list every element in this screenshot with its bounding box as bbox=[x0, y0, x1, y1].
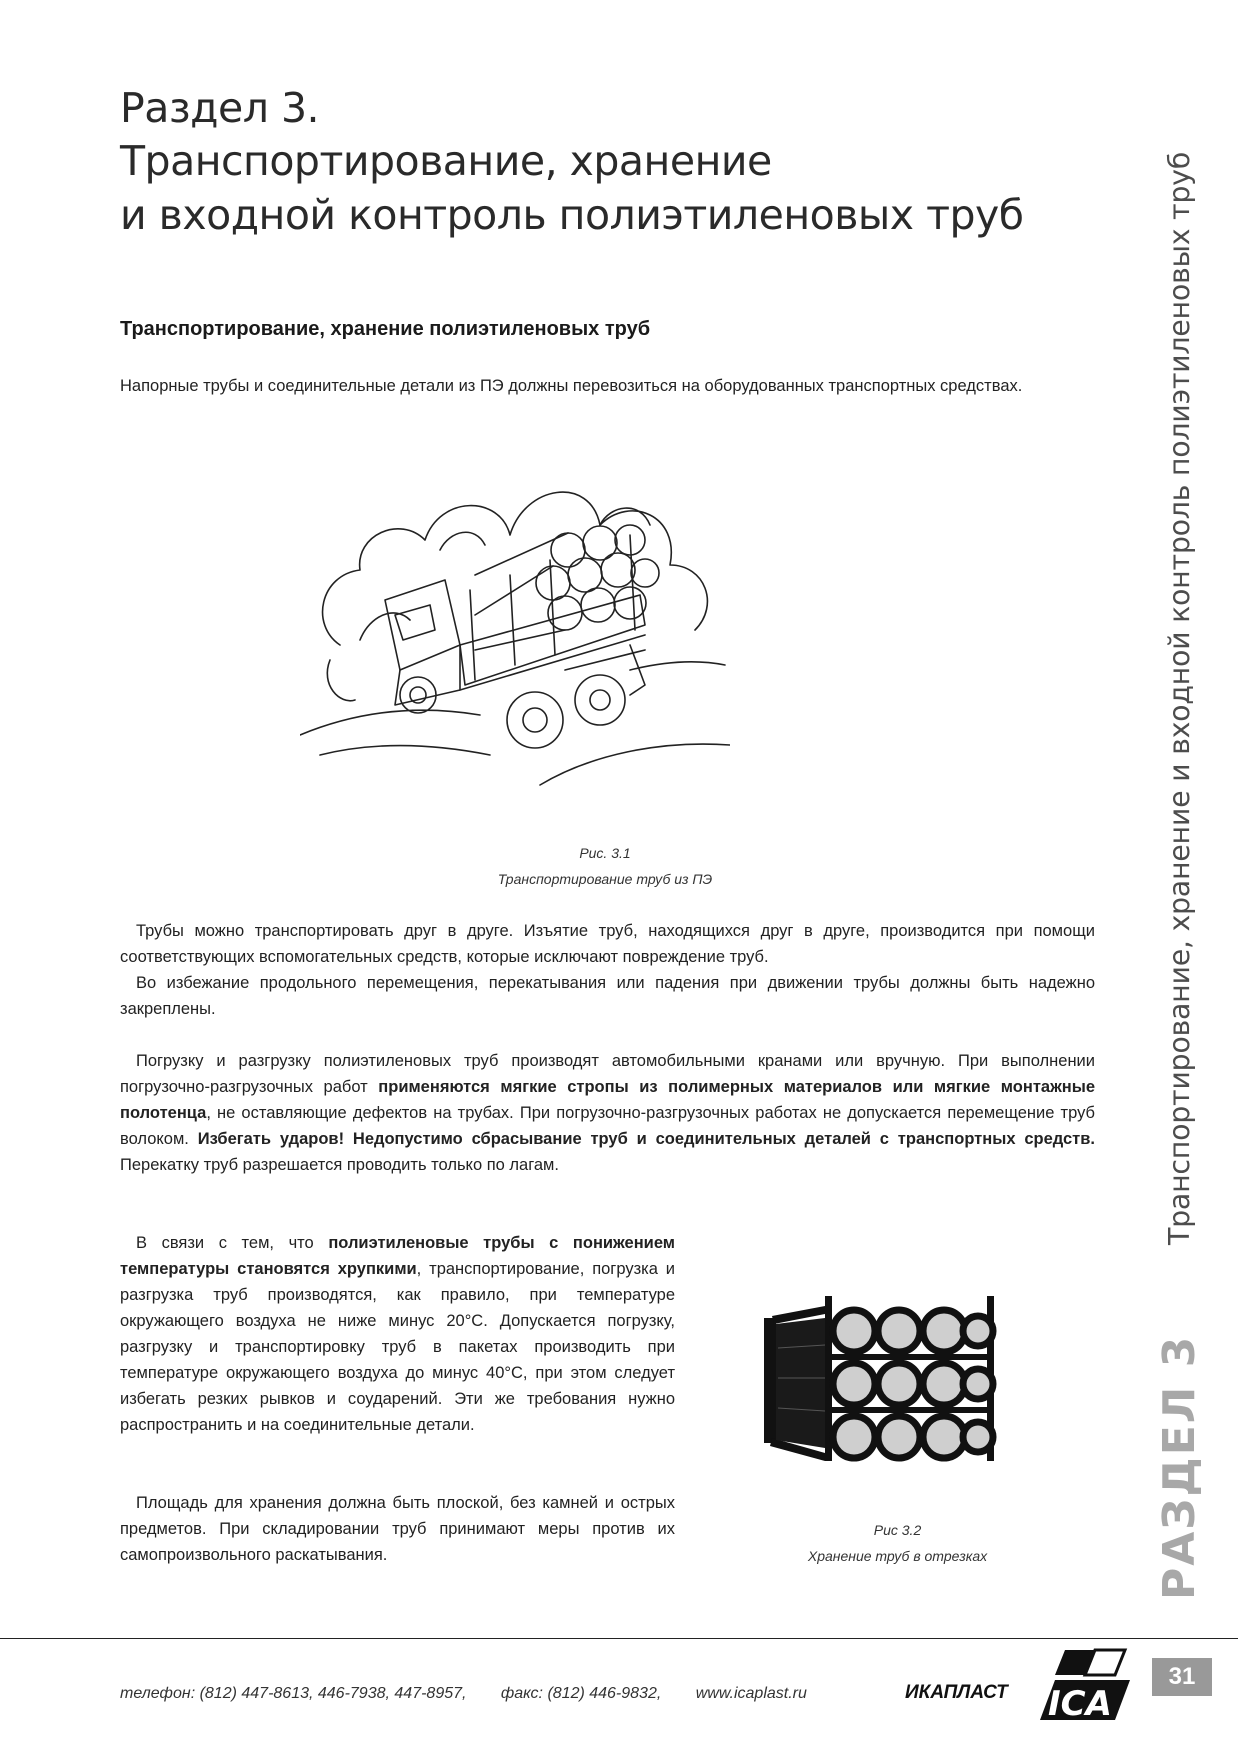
footer-divider bbox=[0, 1638, 1238, 1639]
pipe-storage-illustration bbox=[760, 1288, 1035, 1473]
intro-paragraph bbox=[120, 373, 1095, 399]
storage-paragraph bbox=[120, 1490, 675, 1568]
loading-paragraph bbox=[120, 1048, 1095, 1178]
temperature-text-2: , транспортирование, погрузка и разгрузка труб производятся, как правило, при температуре окружающего воздуха не ниже минус 20°С. Допускается погрузку, разгрузку и транспортировку труб в пакетах производить при температуре окружающего воздуха до минус 40°С, при этом следует избегать резких рывков и соударений. Эти же требования нужно распространить и на соединительные детали. bbox=[120, 1260, 675, 1434]
title-line-3: и входной контроль полиэтиленовых труб bbox=[120, 190, 1024, 239]
ica-logo-icon bbox=[1040, 1645, 1140, 1725]
loading-text bbox=[120, 1048, 1095, 1178]
figure1-number: Рис. 3.1 bbox=[579, 845, 631, 861]
figure2-caption bbox=[760, 1517, 1035, 1569]
loading-bold-1: применяются мягкие стропы из полимерных материалов или мягкие монтажные полотенца bbox=[120, 1078, 1096, 1122]
section-heading: Транспортирование, хранение полиэтиленовых труб bbox=[120, 318, 651, 340]
figure1-caption bbox=[420, 840, 790, 892]
storage-text: Площадь для хранения должна быть плоской, без камней и острых предметов. При складировании труб принимают меры против их самопроизвольного раскатывания. bbox=[120, 1494, 675, 1564]
intro-text: Напорные трубы и соединительные детали из ПЭ должны перевозиться на оборудованных транспортных средствах. bbox=[120, 377, 1023, 395]
footer-phone: телефон: (812) 447-8613, 446-7938, 447-8957, bbox=[120, 1685, 467, 1702]
temperature-text-1: В связи с тем, что bbox=[136, 1234, 329, 1252]
footer-contacts bbox=[120, 1685, 837, 1703]
footer-fax: факс: (812) 446-9832, bbox=[500, 1685, 662, 1702]
running-title-text: Транспортирование, хранение и входной контроль полиэтиленовых труб bbox=[1163, 152, 1196, 1245]
transport-text-2: Во избежание продольного перемещения, перекатывания или падения при движении трубы должны быть надежно закреплены. bbox=[120, 974, 1095, 1018]
figure2-number: Рис 3.2 bbox=[873, 1522, 922, 1538]
loading-bold-2: Избегать ударов! Недопустимо сбрасывание труб и соединительных деталей с транспортных средств. bbox=[197, 1130, 1095, 1148]
brand-name: ИКАПЛАСТ bbox=[905, 1682, 1008, 1703]
truck-illustration bbox=[300, 455, 730, 815]
loading-text-3: Перекатку труб разрешается проводить только по лагам. bbox=[120, 1156, 559, 1174]
transport-paragraph bbox=[120, 918, 1095, 1022]
svg-text:ICA: ICA bbox=[1048, 1684, 1112, 1724]
title-line-1: Раздел 3. bbox=[120, 84, 320, 132]
section-label-text: РАЗДЕЛ 3 bbox=[1154, 1334, 1205, 1600]
page-number: 31 bbox=[1152, 1658, 1212, 1696]
sidebar-section-label bbox=[1150, 1300, 1210, 1600]
loading-text-1: Погрузку и разгрузку полиэтиленовых труб производят автомобильными кранами или вручную. При выполнении погрузочно-разгрузочных работ bbox=[120, 1052, 1095, 1096]
figure1-caption-text: Транспортирование труб из ПЭ bbox=[497, 871, 713, 887]
temperature-paragraph bbox=[120, 1230, 675, 1438]
title-line-2: Транспортирование, хранение bbox=[120, 137, 772, 186]
transport-text-1: Трубы можно транспортировать друг в друге. Изъятие труб, находящихся друг в друге, производится при помощи соответствующих вспомогательных средств, которые исключают повреждение труб. bbox=[120, 922, 1095, 966]
page-title bbox=[120, 82, 1070, 242]
figure2-caption-text: Хранение труб в отрезках bbox=[807, 1548, 988, 1564]
temperature-bold: полиэтиленовые трубы с понижением температуры становятся хрупкими bbox=[120, 1234, 675, 1278]
loading-text-2: , не оставляющие дефектов на трубах. При погрузочно-разгрузочных работах не допускается перемещение труб волоком. bbox=[120, 1104, 1095, 1148]
sidebar-running-title bbox=[1150, 152, 1210, 1245]
temperature-text bbox=[120, 1230, 675, 1438]
footer-website[interactable]: www.icaplast.ru bbox=[695, 1685, 807, 1702]
